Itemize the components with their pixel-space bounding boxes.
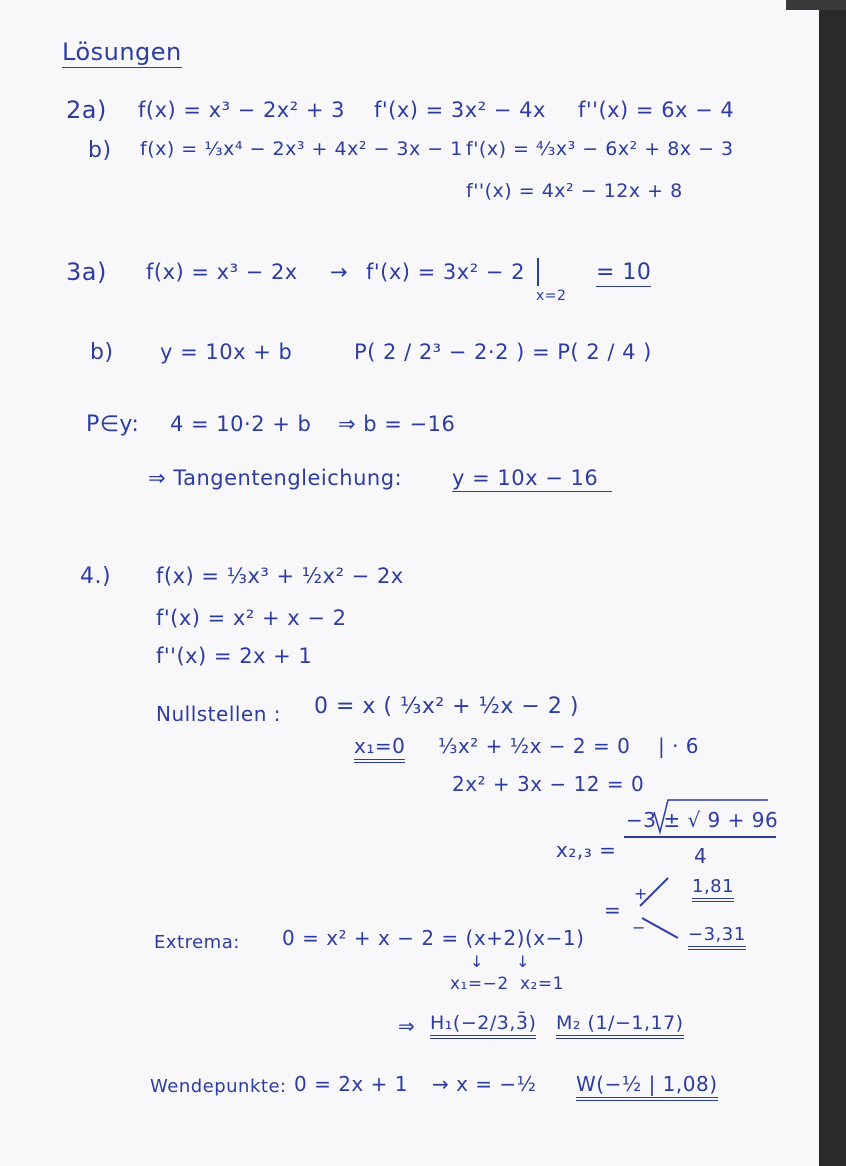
x23-numerator: −3 ± √ 9 + 96 — [626, 808, 779, 832]
scanner-edge — [819, 0, 846, 1166]
page-title: Lösungen — [62, 38, 182, 66]
implies-arrow: ⇒ — [398, 1014, 416, 1038]
extremum-x1: x₁=−2 — [450, 974, 509, 994]
task2b-label: b) — [88, 138, 112, 163]
tangent-label: ⇒ Tangentengleichung: — [148, 466, 403, 490]
minus-sign: − — [632, 918, 646, 937]
task3b-point-on-line-equation: 4 = 10·2 + b — [170, 412, 312, 436]
root-x1: x₁=0 — [354, 734, 405, 763]
task3a-derivative: f'(x) = 3x² − 2 — [366, 260, 525, 284]
down-arrow-right: ↓ — [516, 952, 530, 971]
wendepunkte-label: Wendepunkte: — [150, 1076, 287, 1097]
task3b-b-result: ⇒ b = −16 — [338, 412, 456, 436]
extrema-label: Extrema: — [154, 932, 240, 953]
task3a-function: f(x) = x³ − 2x — [146, 260, 298, 284]
task4-first-derivative: f'(x) = x² + x − 2 — [156, 606, 347, 630]
plus-sign: + — [634, 884, 648, 903]
inflection-point: W(−½ | 1,08) — [576, 1072, 718, 1101]
task3a-arrow: → — [330, 260, 349, 284]
quadratic-equation: ⅓x² + ½x − 2 = 0 — [438, 734, 631, 758]
task3a-label: 3a) — [66, 258, 107, 286]
task2b-second-derivative: f''(x) = 4x² − 12x + 8 — [466, 180, 683, 202]
extrema-equation: 0 = x² + x − 2 = (x+2)(x−1) — [282, 926, 585, 950]
upper-branch-stroke — [640, 878, 668, 906]
task3b-line-equation: y = 10x + b — [160, 340, 293, 364]
task2a-function: f(x) = x³ − 2x² + 3 — [138, 98, 345, 122]
task4-second-derivative: f''(x) = 2x + 1 — [156, 644, 313, 668]
root-negative: −3,31 — [688, 924, 746, 950]
task2a-label: 2a) — [66, 96, 107, 124]
square-root-sign — [654, 800, 768, 832]
equals-sign: = — [604, 898, 622, 922]
wendepunkte-equation: 0 = 2x + 1 — [294, 1072, 408, 1096]
down-arrow-left: ↓ — [470, 952, 484, 971]
task3a-evaluation-point: x=2 — [536, 288, 567, 304]
lower-branch-stroke — [642, 918, 678, 938]
task2a-first-derivative: f'(x) = 3x² − 4x — [374, 98, 546, 122]
root-positive: 1,81 — [692, 876, 734, 902]
nullstellen-equation: 0 = x ( ⅓x² + ½x − 2 ) — [314, 694, 579, 719]
task2b-function: f(x) = ⅓x⁴ − 2x³ + 4x² − 3x − 1 — [140, 138, 463, 160]
quadratic-equation-scaled: 2x² + 3x − 12 = 0 — [452, 772, 645, 796]
extremum-x2: x₂=1 — [520, 974, 564, 994]
maximum-point: H₁(−2/3,3̄) — [430, 1012, 536, 1039]
task2b-first-derivative: f'(x) = ⁴⁄₃x³ − 6x² + 8x − 3 — [466, 138, 734, 160]
task3b-point-on-line-label: P∈y: — [86, 412, 140, 437]
task3b-label: b) — [90, 340, 114, 365]
task3a-result: = 10 — [596, 260, 652, 285]
task4-label: 4.) — [80, 564, 112, 589]
wendepunkte-x: → x = −½ — [432, 1072, 537, 1096]
scanner-corner — [786, 0, 846, 10]
task4-function: f(x) = ⅓x³ + ½x² − 2x — [156, 564, 404, 588]
task3b-point: P( 2 / 2³ − 2·2 ) = P( 2 / 4 ) — [354, 340, 652, 364]
x23-label: x₂,₃ = — [556, 838, 617, 862]
task2a-second-derivative: f''(x) = 6x − 4 — [578, 98, 735, 122]
multiply-by-six: | · 6 — [658, 734, 700, 758]
tangent-equation: y = 10x − 16 — [452, 466, 612, 492]
nullstellen-label: Nullstellen : — [156, 702, 282, 726]
x23-denominator: 4 — [694, 844, 708, 868]
minimum-point: M₂ (1/−1,17) — [556, 1012, 684, 1039]
